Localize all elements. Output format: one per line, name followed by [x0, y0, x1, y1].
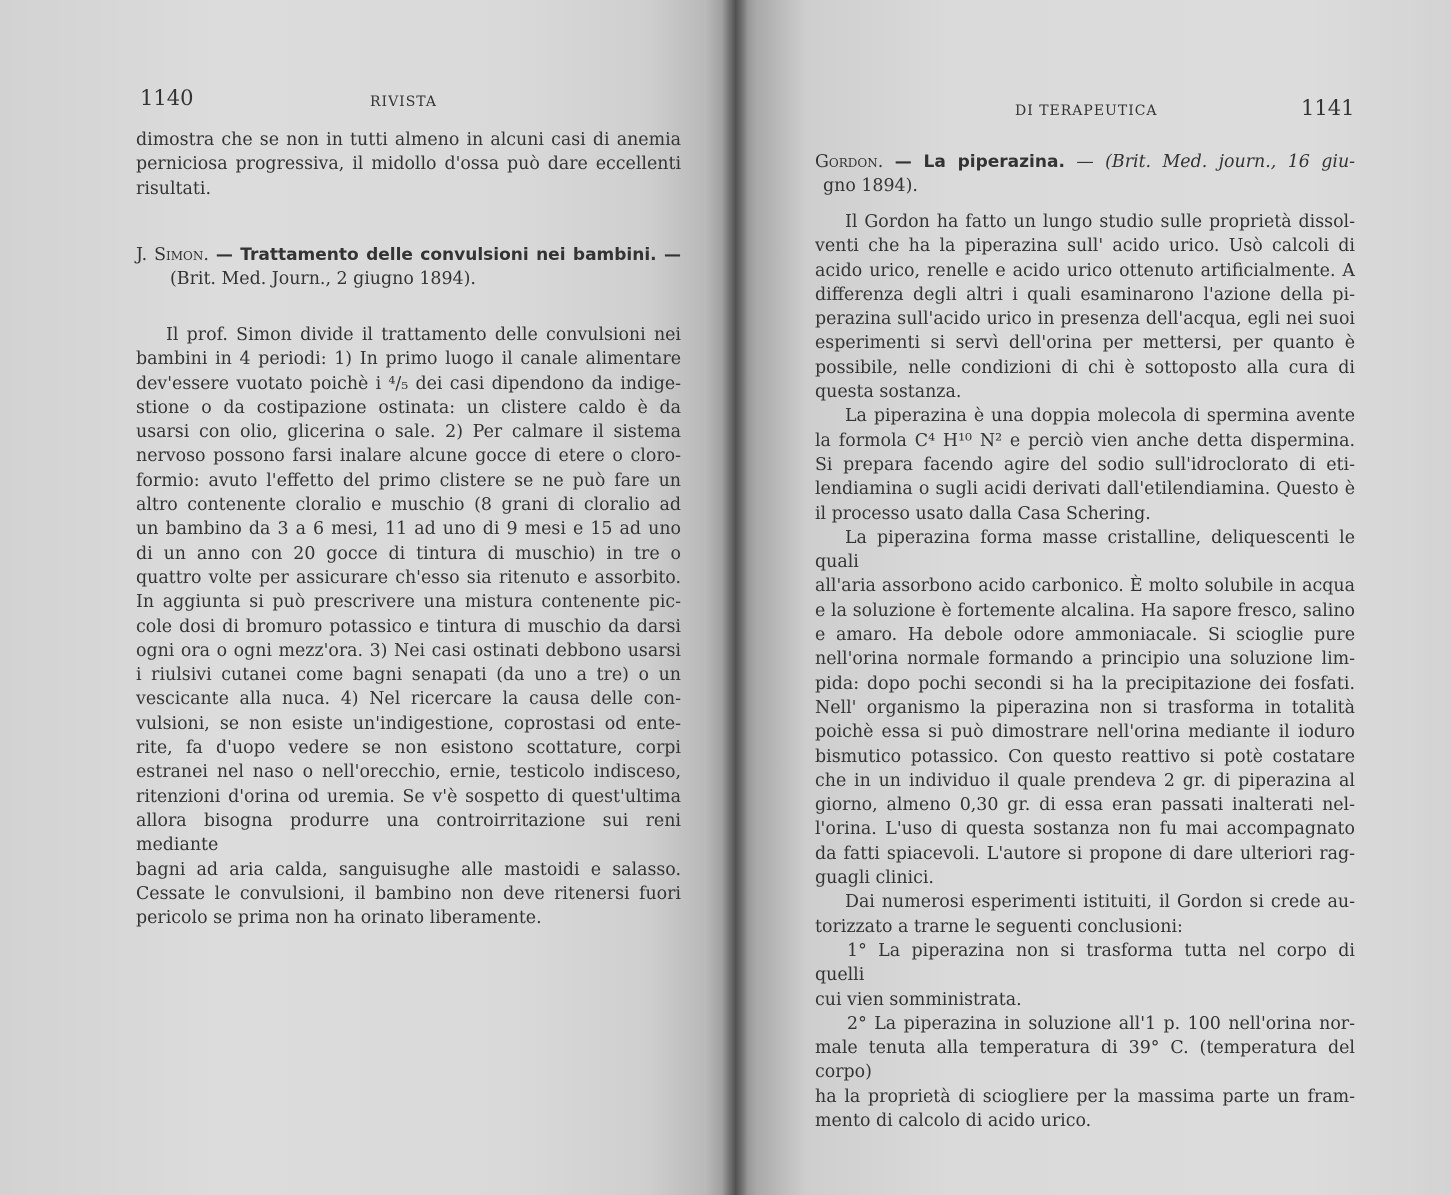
text-line: da fatti spiacevoli. L'autore si propone di dare ulteriori rag- — [815, 843, 1355, 864]
text-line: pericolo se prima non ha orinato liberamente. — [136, 908, 542, 929]
text-line: vescicante alla nuca. 4) Nel ricercare la causa delle con- — [136, 689, 681, 710]
text-line: allora bisogna produrre una controirritazione sui reni mediante — [136, 810, 681, 856]
article-title: — Trattamento delle convulsioni nei bambini. — — [215, 245, 681, 265]
text-line: la formola C⁴ H¹⁰ N² e perciò vien anche detta dispermina. — [815, 430, 1355, 451]
text-line: La piperazina è una doppia molecola di spermina avente — [845, 406, 1355, 427]
text-line: il processo usato dalla Casa Schering. — [815, 503, 1151, 524]
text-line: che in un individuo il quale prendeva 2 gr. di piperazina al — [815, 770, 1355, 791]
text-line: poichè essa si può dimostrare nell'orina mediante il ioduro — [815, 722, 1355, 743]
text-line: ogni ora o ogni mezz'ora. 3) Nei casi ostinati debbono usarsi — [136, 640, 681, 661]
text-line: cole dosi di bromuro potassico e tintura di muschio da darsi — [136, 616, 681, 637]
simon-article-heading — [136, 243, 681, 292]
text-line: guagli clinici. — [815, 868, 934, 889]
simon-article-body — [136, 323, 681, 930]
text-line: Cessate le convulsioni, il bambino non deve ritenersi fuori — [136, 883, 681, 904]
text-line: dimostra che se non in tutti almeno in alcuni casi di anemia — [136, 130, 681, 150]
left-running-head: RIVISTA — [370, 94, 437, 110]
text-line: Nell' organismo la piperazina non si trasforma in totalità — [815, 697, 1355, 718]
text-line: bismutico potassico. Con questo reattivo si potè costatare — [815, 746, 1355, 767]
text-line: La piperazina forma masse cristalline, deliquescenti le quali — [815, 527, 1355, 573]
text-line: estranei nel naso o nell'orecchio, ernie, testicolo indisceso, — [136, 762, 681, 783]
text-line: quattro volte per assicurare ch'esso sia ritenuto e assorbito. — [136, 567, 681, 588]
text-line: Si prepara facendo agire del sodio sull'idroclorato di eti- — [815, 454, 1355, 475]
gordon-article-heading — [815, 150, 1355, 199]
text-line: ha la proprietà di sciogliere per la massima parte un fram- — [815, 1086, 1355, 1107]
text-line: giorno, almeno 0,30 gr. di essa eran passati inalterati nel- — [815, 795, 1355, 816]
text-line: mento di calcolo di acido urico. — [815, 1110, 1092, 1131]
text-line: acido urico, renelle e acido urico ottenuto artificialmente. A — [815, 260, 1355, 281]
text-line: stione o da costipazione ostinata: un clistere caldo è da — [136, 397, 681, 418]
text-line: perniciosa progressiva, il midollo d'ossa può dare eccellenti — [136, 154, 681, 175]
text-line: 1° La piperazina non si trasforma tutta nel corpo di quelli — [815, 940, 1355, 986]
text-line: rite, fa d'uopo vedere se non esistono scottature, corpi — [136, 738, 681, 759]
article-source: — (Brit. Med. journ., 16 giu- — [1076, 152, 1356, 172]
text-line: male tenuta alla temperatura di 39° C. (temperatura del corpo) — [815, 1038, 1355, 1083]
text-line: altro contenente cloralio e muschio (8 grani di cloralio ad — [136, 495, 681, 516]
text-line: ritenzioni d'orina od uremia. Se v'è sospetto di quest'ultima — [136, 786, 681, 807]
book-gutter-shadow — [722, 0, 748, 1195]
text-line: un bambino da 3 a 6 mesi, 11 ad uno di 9 mesi e 15 ad uno — [136, 519, 681, 540]
left-intro-paragraph — [136, 128, 681, 201]
text-line: questa sostanza. — [815, 382, 962, 403]
text-line: Dai numerosi esperimenti istituiti, il Gordon si crede au- — [845, 892, 1355, 913]
text-line: dev'essere vuotato poichè i ⁴/₅ dei casi dipendono da indige- — [136, 373, 681, 394]
text-line: risultati. — [136, 178, 211, 199]
article-author: J. Simon. — [136, 245, 209, 265]
text-line: di un anno con 20 gocce di tintura di muschio) in tre o — [136, 543, 681, 564]
text-line: cui vien somministrata. — [815, 989, 1022, 1010]
article-title: — La piperazina. — [894, 152, 1065, 172]
text-line: bagni ad aria calda, sanguisughe alle mastoidi e salasso. — [136, 859, 681, 880]
text-line: differenza degli altri i quali esaminarono l'azione della pi- — [815, 284, 1355, 305]
text-line: e amaro. Ha debole odore ammoniacale. Si scioglie pure — [815, 625, 1355, 646]
article-author: Gordon. — [815, 152, 884, 172]
text-line: i riulsivi cutanei come bagni senapati (da uno a tre) o un — [136, 665, 681, 686]
text-line: venti che ha la piperazina sull' acido urico. Usò calcoli di — [815, 236, 1355, 257]
text-line: 2° La piperazina in soluzione all'1 p. 100 nell'orina nor- — [847, 1013, 1355, 1034]
text-line: nervoso possono farsi inalare alcune gocce di etere o cloro- — [136, 446, 681, 467]
text-line: bambini in 4 periodi: 1) In primo luogo il canale alimentare — [136, 349, 681, 370]
text-line: all'aria assorbono acido carbonico. È molto solubile in acqua — [815, 576, 1355, 597]
text-line: Il prof. Simon divide il trattamento delle convulsioni nei — [166, 325, 681, 345]
text-line: usarsi con olio, glicerina o sale. 2) Per calmare il sistema — [136, 422, 681, 443]
article-source: (Brit. Med. Journ., 2 giugno 1894). — [170, 269, 476, 290]
right-page-number: 1141 — [1301, 96, 1355, 120]
text-line: In aggiunta si può prescrivere una mistura contenente pic- — [136, 592, 681, 613]
text-line: pida: dopo pochi secondi si ha la precipitazione dei fosfati. — [815, 673, 1355, 694]
text-line: Il Gordon ha fatto un lungo studio sulle proprietà dissol- — [845, 212, 1355, 232]
text-line: e la soluzione è fortemente alcalina. Ha sapore fresco, salino — [815, 600, 1355, 621]
text-line: torizzato a trarne le seguenti conclusioni: — [815, 916, 1183, 937]
article-source-cont: gno 1894). — [823, 176, 918, 197]
right-running-head: DI TERAPEUTICA — [1015, 103, 1158, 119]
text-line: vulsioni, se non esiste un'indigestione, coprostasi od ente- — [136, 713, 681, 734]
text-line: possibile, nelle condizioni di chi è sottoposto alla cura di — [815, 357, 1355, 378]
text-line: esperimenti si servì dell'orina per mettersi, per quanto è — [815, 333, 1355, 354]
text-line: l'orina. L'uso di questa sostanza non fu mai accompagnato — [815, 819, 1355, 840]
gordon-article-body — [815, 210, 1355, 1133]
text-line: formio: avuto l'effetto del primo clistere se ne può fare un — [136, 470, 681, 491]
left-page-number: 1140 — [140, 86, 194, 110]
text-line: lendiamina o sugli acidi derivati dall'etilendiamina. Questo è — [815, 479, 1355, 500]
text-line: nell'orina normale formando a principio una soluzione lim- — [815, 649, 1355, 670]
text-line: perazina sull'acido urico in presenza dell'acqua, egli nei suoi — [815, 309, 1355, 330]
